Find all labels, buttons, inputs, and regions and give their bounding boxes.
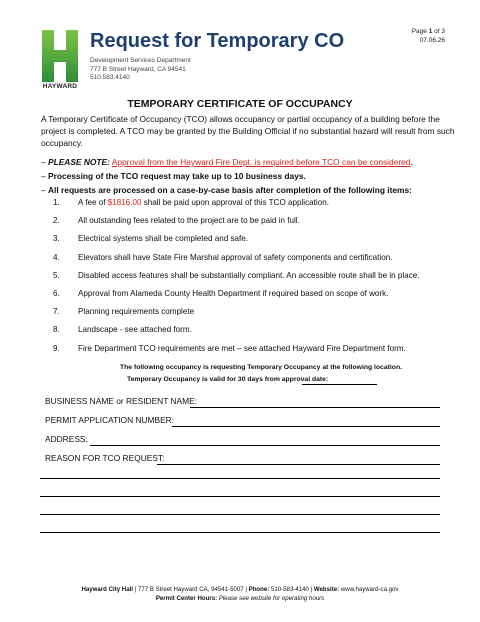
reason-line-5[interactable] bbox=[40, 532, 440, 533]
item-text: Disabled access features shall be substantially compliant. An accessible route shall be in place. bbox=[78, 270, 420, 280]
department-name: Development Services Department bbox=[90, 57, 191, 64]
approval-date-field[interactable] bbox=[302, 384, 377, 385]
occupancy-validity: Temporary Occupancy is valid for 30 days from approval date: bbox=[127, 376, 329, 383]
list-item bbox=[53, 234, 473, 252]
permit-number-label: PERMIT APPLICATION NUMBER: bbox=[45, 415, 175, 425]
requirements-list bbox=[53, 198, 473, 362]
department-phone: 510.583.4140 bbox=[90, 74, 130, 81]
item-text bbox=[78, 198, 329, 207]
list-item bbox=[53, 271, 473, 289]
all-requests-note: All requests are processed on a case-by-case basis after completion of the following items: bbox=[48, 185, 412, 195]
hours-label: Permit Center Hours: bbox=[155, 595, 218, 602]
reason-line-4[interactable] bbox=[40, 514, 440, 515]
address-label: ADDRESS: bbox=[45, 434, 88, 444]
processing-line bbox=[41, 169, 471, 183]
item-text: Fire Department TCO requirements are met – see attached Hayward Fire Department form. bbox=[78, 343, 406, 353]
item-text: Elevators shall have State Fire Marshal approval of safety components and certification. bbox=[78, 252, 393, 262]
item-number: 4. bbox=[53, 252, 60, 262]
list-item bbox=[53, 289, 473, 307]
logo-wordmark: HAYWARD bbox=[42, 83, 78, 90]
list-item bbox=[53, 325, 473, 343]
reason-field[interactable] bbox=[157, 464, 440, 465]
item-number: 2. bbox=[53, 216, 60, 226]
fire-approval-note: Approval from the Hayward Fire Dept. is required before TCO can be considered bbox=[111, 157, 411, 167]
notes-block bbox=[41, 155, 471, 197]
item-number: 1. bbox=[53, 198, 60, 207]
address-field[interactable] bbox=[90, 445, 440, 446]
phone-label: Phone: bbox=[248, 586, 270, 593]
reason-line-2[interactable] bbox=[40, 478, 440, 479]
dash: – bbox=[41, 171, 46, 181]
item-text: Electrical systems shall be completed and safe. bbox=[78, 234, 249, 244]
item-text: All outstanding fees related to the project are to be paid in full. bbox=[78, 216, 300, 226]
department-info bbox=[90, 57, 191, 83]
reason-line-3[interactable] bbox=[40, 496, 440, 497]
department-address: 777 B Street Hayward, CA 94541 bbox=[90, 65, 186, 73]
item-number: 6. bbox=[53, 288, 60, 298]
phone-value: 510-583-4140 | bbox=[269, 586, 314, 593]
footer-hours bbox=[0, 595, 480, 602]
business-name-field[interactable] bbox=[190, 407, 440, 408]
list-item bbox=[53, 344, 473, 362]
fee-prefix: A fee of bbox=[78, 198, 108, 207]
form-date: 07.06.26 bbox=[419, 37, 445, 44]
dash: – bbox=[41, 157, 46, 167]
item-number: 7. bbox=[53, 307, 60, 317]
please-note-label: PLEASE NOTE: bbox=[48, 157, 110, 167]
all-requests-line bbox=[41, 183, 471, 197]
processing-note: Processing of the TCO request may take up to 10 business days. bbox=[48, 171, 306, 181]
reason-label: REASON FOR TCO REQUEST: bbox=[45, 453, 165, 463]
page-label: Page bbox=[411, 28, 427, 35]
city-hall-address: | 777 B Street Hayward CA, 94541-5007 | bbox=[132, 586, 249, 593]
please-note-line bbox=[41, 155, 471, 169]
item-number: 3. bbox=[53, 234, 60, 244]
website-link[interactable]: www.hayward-ca.gov bbox=[339, 586, 399, 593]
website-label: Website: bbox=[313, 586, 340, 593]
business-name-label: BUSINESS NAME or RESIDENT NAME: bbox=[45, 396, 198, 406]
item-text: Approval from Alameda County Health Department if required based on scope of work. bbox=[78, 288, 389, 298]
fee-suffix: shall be paid upon approval of this TCO application. bbox=[141, 198, 329, 207]
hours-text: Please see website for operating hours bbox=[217, 595, 325, 602]
note-period: . bbox=[410, 157, 413, 167]
dash: – bbox=[41, 185, 46, 195]
city-hall-label: Hayward City Hall bbox=[81, 586, 133, 593]
item-number: 9. bbox=[53, 343, 60, 353]
hayward-logo-icon bbox=[40, 30, 80, 82]
page-current: 1 bbox=[428, 28, 433, 35]
permit-number-field[interactable] bbox=[172, 426, 440, 427]
fee-amount: $1816.00 bbox=[107, 198, 142, 207]
list-item bbox=[53, 307, 473, 325]
item-text: Planning requirements complete bbox=[78, 307, 195, 317]
form-title: Request for Temporary CO bbox=[90, 30, 345, 52]
footer-contact bbox=[0, 586, 480, 593]
list-item bbox=[53, 253, 473, 271]
section-heading: TEMPORARY CERTIFICATE OF OCCUPANCY bbox=[127, 98, 353, 110]
page-number bbox=[412, 27, 445, 45]
list-item bbox=[53, 216, 473, 234]
intro-paragraph: A Temporary Certificate of Occupancy (TCO) allows occupancy or partial occupancy of a building before the project is completed. A TCO may be granted by the Building Official if no substantial hazard will result from such occupancy. bbox=[41, 114, 455, 148]
page-total: of 3 bbox=[434, 28, 445, 35]
item-number: 5. bbox=[53, 270, 60, 280]
item-number: 8. bbox=[53, 325, 60, 335]
list-item bbox=[53, 198, 473, 216]
occupancy-statement: The following occupancy is requesting Temporary Occupancy at the following location. bbox=[120, 364, 402, 371]
item-text: Landscape - see attached form. bbox=[78, 325, 192, 335]
